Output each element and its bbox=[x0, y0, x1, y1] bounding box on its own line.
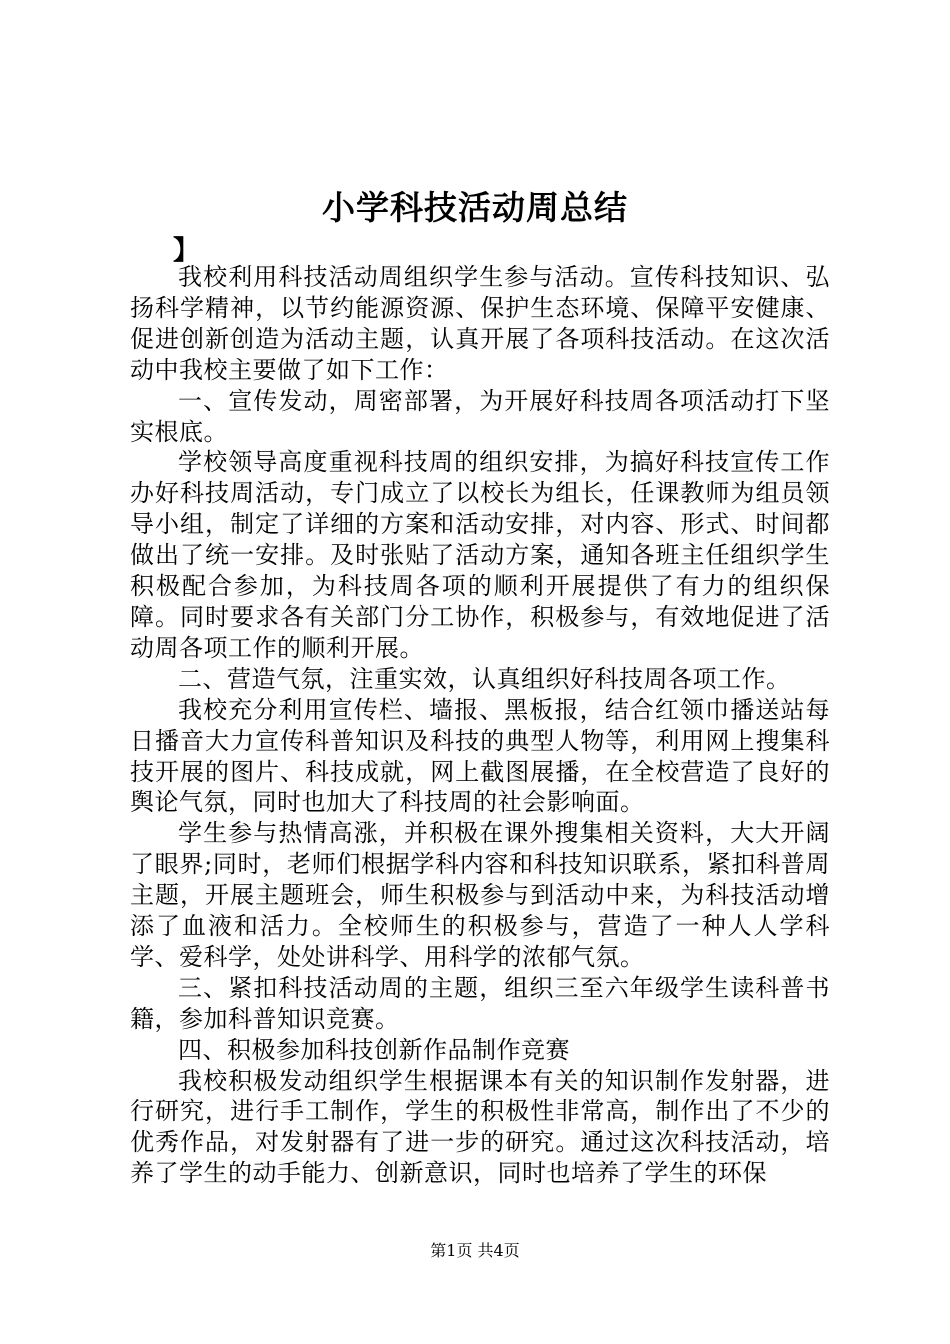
section-heading-3: 三、紧扣科技活动周的主题，组织三至六年级学生读科普书籍，参加科普知识竞赛。 bbox=[130, 973, 830, 1033]
section-heading-1: 一、宣传发动，周密部署，为开展好科技周各项活动打下坚实根底。 bbox=[130, 386, 830, 446]
paragraph-intro: 我校利用科技活动周组织学生参与活动。宣传科技知识、弘扬科学精神，以节约能源资源、保护生态环境、保障平安健康、促进创新创造为活动主题，认真开展了各项科技活动。在这次活动中我校主要做了如下工作： bbox=[130, 263, 830, 384]
paragraph-section-2b: 学生参与热情高涨，并积极在课外搜集相关资料，大大开阔了眼界;同时，老师们根据学科内容和科技知识联系，紧扣科普周主题，开展主题班会，师生积极参与到活动中来，为科技活动增添了血液和活力。全校师生的积极参与，营造了一种人人学科学、爱科学，处处讲科学、用科学的浓郁气氛。 bbox=[130, 819, 830, 971]
section-heading-4: 四、积极参加科技创新作品制作竞赛 bbox=[178, 1035, 570, 1064]
page-title: 小学科技活动周总结 bbox=[322, 188, 628, 227]
section-heading-2: 二、营造气氛，注重实效，认真组织好科技周各项工作。 bbox=[178, 664, 791, 693]
bracket-mark: 】 bbox=[173, 236, 200, 266]
paragraph-section-2a: 我校充分利用宣传栏、墙报、黑板报，结合红领巾播送站每日播音大力宣传科普知识及科技的典型人物等，利用网上搜集科技开展的图片、科技成就，网上截图展播，在全校营造了良好的舆论气氛，同时也加大了科技周的社会影响面。 bbox=[130, 695, 830, 817]
page-footer: 第1页 共4页 bbox=[430, 1241, 520, 1260]
paragraph-section-4: 我校积极发动组织学生根据课本有关的知识制作发射器，进行研究，进行手工制作，学生的积极性非常高，制作出了不少的优秀作品，对发射器有了进一步的研究。通过这次科技活动，培养了学生的动手能力、创新意识，同时也培养了学生的环保 bbox=[130, 1066, 830, 1188]
document-body bbox=[130, 262, 830, 1189]
paragraph-section-1: 学校领导高度重视科技周的组织安排，为搞好科技宣传工作办好科技周活动，专门成立了以校长为组长，任课教师为组员领导小组，制定了详细的方案和活动安排，对内容、形式、时间都做出了统一安排。及时张贴了活动方案，通知各班主任组织学生积极配合参加，为科技周各项的顺利开展提供了有力的组织保障。同时要求各有关部门分工协作，积极参与，有效地促进了活动周各项工作的顺利开展。 bbox=[130, 448, 830, 662]
